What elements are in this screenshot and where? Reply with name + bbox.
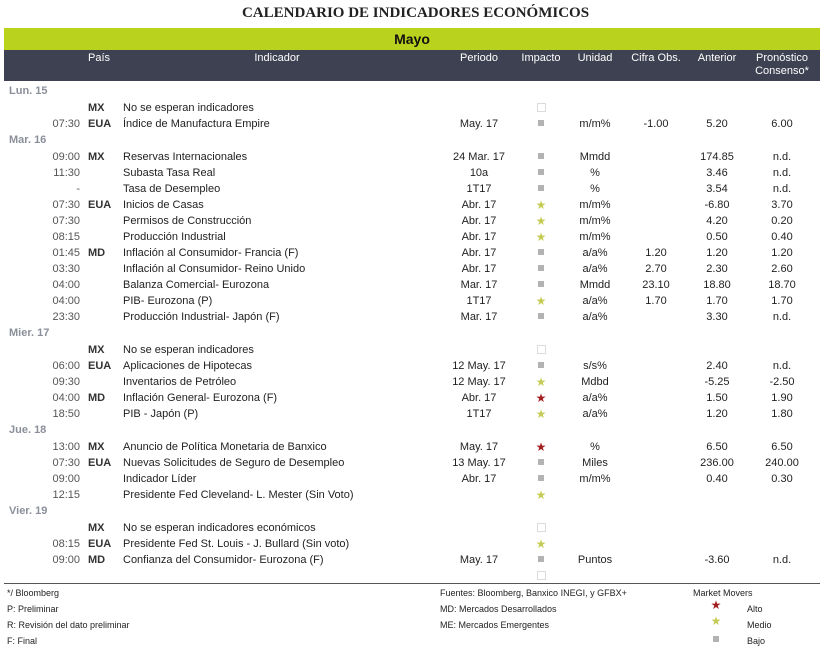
- table-row: [4, 261, 820, 277]
- time-cell: 04:00: [52, 295, 80, 307]
- month-label: Mayo: [394, 31, 430, 47]
- indicator-cell: Nuevas Solicitudes de Seguro de Desempleo: [123, 457, 345, 469]
- period-cell: 1T17: [466, 183, 492, 195]
- indicator-cell: Aplicaciones de Hipotecas: [123, 360, 253, 372]
- country-cell: MX: [88, 441, 105, 453]
- star-medium-icon: ★: [710, 614, 722, 628]
- consensus-cell: 0.30: [771, 473, 793, 485]
- table-row: [4, 197, 820, 213]
- unit-cell: a/a%: [582, 295, 608, 307]
- previous-cell: 3.46: [706, 167, 728, 179]
- period-cell: 12 May. 17: [452, 376, 506, 388]
- table-row: [4, 520, 820, 536]
- column-header: [4, 50, 820, 81]
- unit-cell: Mmdd: [579, 151, 611, 163]
- star-medium-icon: ★: [535, 407, 547, 421]
- period-cell: May. 17: [459, 554, 499, 566]
- unit-cell: %: [590, 441, 600, 453]
- header-pronostico-line2: Consenso*: [755, 65, 809, 77]
- observed-cell: 23.10: [642, 279, 670, 291]
- square-low-icon: [533, 277, 549, 293]
- previous-cell: -3.60: [704, 554, 730, 566]
- country-cell: EUA: [88, 538, 112, 550]
- table-row: [4, 245, 820, 261]
- legend-bajo: Bajo: [747, 636, 766, 646]
- star-medium-icon: ★: [535, 198, 547, 212]
- legend-alto: Alto: [747, 604, 763, 614]
- header-anterior: Anterior: [697, 52, 737, 64]
- observed-cell: 1.20: [645, 247, 667, 259]
- day-header-row: [4, 325, 820, 342]
- star-medium-icon: ★: [535, 230, 547, 244]
- empty-square-icon: [533, 100, 549, 116]
- header-impacto: Impacto: [521, 52, 561, 64]
- period-cell: Abr. 17: [461, 392, 497, 404]
- table-row: [4, 439, 820, 455]
- time-cell: 18:50: [52, 408, 80, 420]
- previous-cell: 2.40: [706, 360, 728, 372]
- table-row: [4, 149, 820, 165]
- observed-cell: -1.00: [643, 118, 669, 130]
- indicator-cell: Inicios de Casas: [123, 199, 204, 211]
- time-cell: 09:00: [52, 151, 80, 163]
- square-low-icon: [533, 358, 549, 374]
- table-row: [4, 213, 820, 229]
- indicator-cell: PIB - Japón (P): [123, 408, 199, 420]
- country-cell: MX: [88, 151, 105, 163]
- table-row: [4, 293, 820, 309]
- period-cell: 13 May. 17: [452, 457, 506, 469]
- indicator-cell: Tasa de Desempleo: [123, 183, 221, 195]
- star-medium-icon: ★: [535, 214, 547, 228]
- country-cell: MX: [88, 102, 105, 114]
- table-row: [4, 229, 820, 245]
- consensus-cell: n.d.: [772, 167, 792, 179]
- day-header-row: [4, 132, 820, 149]
- period-cell: Abr. 17: [461, 215, 497, 227]
- period-cell: 24 Mar. 17: [453, 151, 505, 163]
- period-cell: Abr. 17: [461, 199, 497, 211]
- table-row: [4, 390, 820, 406]
- star-high-icon: ★: [710, 598, 722, 612]
- indicator-cell: Anuncio de Política Monetaria de Banxico: [123, 441, 327, 453]
- md-text: MD: Mercados Desarrollados: [440, 604, 557, 614]
- consensus-cell: n.d.: [772, 360, 792, 372]
- note-final: F: Final: [7, 636, 38, 646]
- time-cell: 08:15: [52, 538, 80, 550]
- empty-square-icon: [533, 520, 549, 536]
- header-pronostico-line1: Pronóstico: [756, 52, 808, 64]
- header-pronostico: [748, 52, 816, 78]
- square-low-icon: [533, 245, 549, 261]
- square-low-icon: [533, 455, 549, 471]
- time-cell: 07:30: [52, 118, 80, 130]
- star-medium-icon: ★: [535, 537, 547, 551]
- period-cell: Mar. 17: [460, 279, 498, 291]
- consensus-cell: n.d.: [772, 183, 792, 195]
- table-row: [4, 165, 820, 181]
- unit-cell: Mdbd: [581, 376, 609, 388]
- previous-cell: 1.20: [706, 408, 728, 420]
- previous-cell: 1.50: [706, 392, 728, 404]
- unit-cell: a/a%: [582, 408, 608, 420]
- table-row: [4, 487, 820, 503]
- indicator-cell: Reservas Internacionales: [123, 151, 248, 163]
- period-cell: Abr. 17: [461, 231, 497, 243]
- unit-cell: Mmdd: [579, 279, 611, 291]
- consensus-cell: 1.70: [771, 295, 793, 307]
- square-low-icon: [533, 309, 549, 325]
- previous-cell: -6.80: [704, 199, 730, 211]
- unit-cell: a/a%: [582, 392, 608, 404]
- day-label: Vier. 19: [9, 505, 48, 517]
- indicator-cell: Inflación al Consumidor- Francia (F): [123, 247, 299, 259]
- indicator-cell: Inflación General- Eurozona (F): [123, 392, 278, 404]
- time-cell: 12:15: [52, 489, 80, 501]
- unit-cell: m/m%: [579, 118, 611, 130]
- consensus-cell: n.d.: [772, 151, 792, 163]
- table-row: [4, 342, 820, 358]
- day-label: Mar. 16: [9, 134, 47, 146]
- unit-cell: m/m%: [579, 215, 611, 227]
- period-cell: Abr. 17: [461, 473, 497, 485]
- indicator-cell: No se esperan indicadores: [123, 344, 254, 356]
- country-cell: EUA: [88, 360, 112, 372]
- country-cell: EUA: [88, 118, 112, 130]
- day-label: Lun. 15: [9, 85, 48, 97]
- time-cell: 23:30: [52, 311, 80, 323]
- period-cell: Abr. 17: [461, 263, 497, 275]
- day-header-row: [4, 83, 820, 100]
- empty-square-icon: [533, 342, 549, 358]
- period-cell: Mar. 17: [460, 311, 498, 323]
- indicator-cell: Presidente Fed St. Louis - J. Bullard (Sin voto): [123, 538, 350, 550]
- unit-cell: m/m%: [579, 199, 611, 211]
- indicator-cell: Índice de Manufactura Empire: [123, 118, 270, 130]
- consensus-cell: 1.90: [771, 392, 793, 404]
- indicator-cell: Indicador Líder: [123, 473, 197, 485]
- table-row: [4, 455, 820, 471]
- table-row: [4, 406, 820, 422]
- star-high-icon: ★: [535, 391, 547, 405]
- table-row: [4, 471, 820, 487]
- unit-cell: a/a%: [582, 263, 608, 275]
- table-row: [4, 277, 820, 293]
- day-label: Mier. 17: [9, 327, 50, 339]
- country-cell: MX: [88, 344, 105, 356]
- unit-cell: a/a%: [582, 311, 608, 323]
- time-cell: 01:45: [52, 247, 80, 259]
- empty-square-icon: [533, 568, 549, 584]
- indicator-cell: Inflación al Consumidor- Reino Unido: [123, 263, 306, 275]
- time-cell: 07:30: [52, 199, 80, 211]
- unit-cell: s/s%: [583, 360, 607, 372]
- consensus-cell: 6.00: [771, 118, 793, 130]
- header-indicador: Indicador: [254, 52, 300, 64]
- previous-cell: 4.20: [706, 215, 728, 227]
- day-header-row: [4, 422, 820, 439]
- indicator-cell: No se esperan indicadores económicos: [123, 522, 316, 534]
- header-cifra-obs: Cifra Obs.: [631, 52, 681, 64]
- previous-cell: 3.30: [706, 311, 728, 323]
- star-medium-icon: ★: [535, 294, 547, 308]
- legend-medio: Medio: [747, 620, 772, 630]
- indicator-cell: Inventarios de Petróleo: [123, 376, 237, 388]
- period-cell: 12 May. 17: [452, 360, 506, 372]
- consensus-cell: 1.80: [771, 408, 793, 420]
- table-row: [4, 116, 820, 132]
- time-cell: 09:30: [52, 376, 80, 388]
- consensus-cell: -2.50: [769, 376, 795, 388]
- unit-cell: %: [590, 167, 600, 179]
- consensus-cell: n.d.: [772, 554, 792, 566]
- page-title: CALENDARIO DE INDICADORES ECONÓMICOS: [241, 5, 590, 21]
- country-cell: EUA: [88, 457, 112, 469]
- previous-cell: 3.54: [706, 183, 728, 195]
- sources-text: Fuentes: Bloomberg, Banxico INEGI, y GFBX+: [440, 588, 627, 598]
- table-row: [4, 358, 820, 374]
- time-cell: 09:00: [52, 473, 80, 485]
- table-row: [4, 536, 820, 552]
- day-label: Jue. 18: [9, 424, 47, 436]
- square-low-icon: [710, 633, 722, 645]
- square-low-icon: [533, 165, 549, 181]
- square-low-icon: [533, 181, 549, 197]
- time-cell: 03:30: [52, 263, 80, 275]
- country-cell: MD: [88, 392, 106, 404]
- consensus-cell: 0.40: [771, 231, 793, 243]
- period-cell: 1T17: [466, 408, 492, 420]
- star-high-icon: ★: [535, 440, 547, 454]
- observed-cell: 2.70: [645, 263, 667, 275]
- indicator-cell: Subasta Tasa Real: [123, 167, 216, 179]
- month-bar: [4, 28, 820, 50]
- unit-cell: Miles: [582, 457, 608, 469]
- unit-cell: m/m%: [579, 231, 611, 243]
- square-low-icon: [533, 261, 549, 277]
- previous-cell: 236.00: [700, 457, 734, 469]
- unit-cell: m/m%: [579, 473, 611, 485]
- previous-cell: 0.40: [706, 473, 728, 485]
- consensus-cell: 18.70: [768, 279, 796, 291]
- indicator-cell: Producción Industrial: [123, 231, 226, 243]
- table-row: [4, 181, 820, 197]
- indicator-cell: No se esperan indicadores: [123, 102, 254, 114]
- previous-cell: -5.25: [704, 376, 730, 388]
- period-cell: May. 17: [459, 441, 499, 453]
- footer-divider: [4, 583, 820, 584]
- consensus-cell: 0.20: [771, 215, 793, 227]
- time-cell: 13:00: [52, 441, 80, 453]
- table-row: [4, 374, 820, 390]
- period-cell: 10a: [469, 167, 489, 179]
- time-cell: 07:30: [52, 457, 80, 469]
- time-cell: 07:30: [52, 215, 80, 227]
- indicator-cell: Producción Industrial- Japón (F): [123, 311, 280, 323]
- square-low-icon: [533, 149, 549, 165]
- unit-cell: a/a%: [582, 247, 608, 259]
- consensus-cell: 6.50: [771, 441, 793, 453]
- unit-cell: %: [590, 183, 600, 195]
- time-cell: 08:15: [52, 231, 80, 243]
- note-bloomberg: */ Bloomberg: [7, 588, 60, 598]
- header-pais: País: [88, 52, 111, 64]
- country-cell: EUA: [88, 199, 112, 211]
- previous-cell: 2.30: [706, 263, 728, 275]
- table-row: [4, 552, 820, 568]
- legend-title: Market Movers: [693, 588, 753, 598]
- previous-cell: 18.80: [703, 279, 731, 291]
- indicator-cell: Permisos de Construcción: [123, 215, 252, 227]
- indicator-cell: Balanza Comercial- Eurozona: [123, 279, 270, 291]
- square-low-icon: [533, 116, 549, 132]
- consensus-cell: 1.20: [771, 247, 793, 259]
- table-row: [4, 100, 820, 116]
- country-cell: MD: [88, 554, 106, 566]
- indicator-cell: PIB- Eurozona (P): [123, 295, 213, 307]
- calendar-table: [4, 83, 820, 584]
- previous-cell: 0.50: [706, 231, 728, 243]
- time-cell: 11:30: [53, 167, 80, 179]
- table-row: [4, 568, 820, 584]
- country-cell: MX: [88, 522, 105, 534]
- star-medium-icon: ★: [535, 488, 547, 502]
- time-cell: 06:00: [52, 360, 80, 372]
- observed-cell: 1.70: [645, 295, 667, 307]
- time-cell: -: [76, 183, 80, 195]
- me-text: ME: Mercados Emergentes: [440, 620, 550, 630]
- previous-cell: 5.20: [706, 118, 728, 130]
- period-cell: 1T17: [466, 295, 492, 307]
- note-preliminar: P: Preliminar: [7, 604, 59, 614]
- consensus-cell: 3.70: [771, 199, 793, 211]
- time-cell: 04:00: [52, 392, 80, 404]
- square-low-icon: [533, 552, 549, 568]
- header-periodo: Periodo: [460, 52, 498, 64]
- previous-cell: 174.85: [700, 151, 734, 163]
- square-low-icon: [533, 471, 549, 487]
- consensus-cell: 240.00: [765, 457, 799, 469]
- period-cell: Abr. 17: [461, 247, 497, 259]
- previous-cell: 1.70: [706, 295, 728, 307]
- previous-cell: 1.20: [706, 247, 728, 259]
- day-header-row: [4, 503, 820, 520]
- indicator-cell: Confianza del Consumidor- Eurozona (F): [123, 554, 324, 566]
- previous-cell: 6.50: [706, 441, 728, 453]
- period-cell: May. 17: [459, 118, 499, 130]
- header-unidad: Unidad: [577, 52, 613, 64]
- time-cell: 04:00: [52, 279, 80, 291]
- indicator-cell: Presidente Fed Cleveland- L. Mester (Sin Voto): [123, 489, 354, 501]
- unit-cell: Puntos: [577, 554, 613, 566]
- consensus-cell: 2.60: [771, 263, 793, 275]
- country-cell: MD: [88, 247, 106, 259]
- note-revision: R: Revisión del dato preliminar: [7, 620, 130, 630]
- consensus-cell: n.d.: [772, 311, 792, 323]
- time-cell: 09:00: [52, 554, 80, 566]
- star-medium-icon: ★: [535, 375, 547, 389]
- table-row: [4, 309, 820, 325]
